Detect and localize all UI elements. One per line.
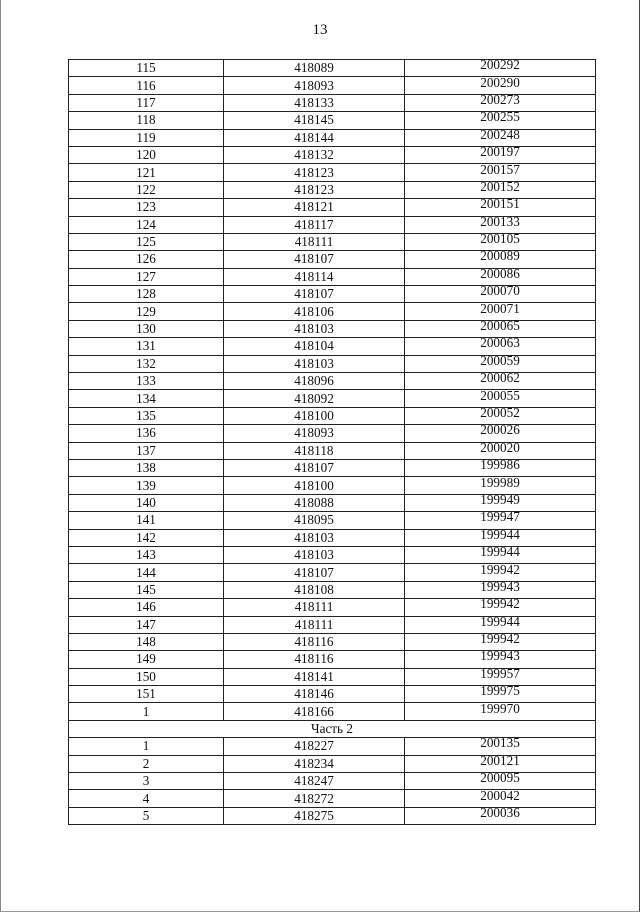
y-coordinate-value: 200197 <box>480 146 520 160</box>
point-number-cell: 142 <box>69 529 224 546</box>
x-coordinate-cell: 418111 <box>224 233 405 250</box>
y-coordinate-cell <box>405 477 596 494</box>
y-coordinate-value: 200292 <box>480 59 520 73</box>
point-number-cell: 145 <box>69 581 224 598</box>
point-number-cell: 117 <box>69 94 224 111</box>
point-number-cell: 150 <box>69 668 224 685</box>
table-row <box>69 199 596 216</box>
table-row <box>69 390 596 407</box>
x-coordinate-cell: 418093 <box>224 77 405 94</box>
table-row <box>69 216 596 233</box>
y-coordinate-cell <box>405 807 596 824</box>
x-coordinate-cell: 418103 <box>224 355 405 372</box>
y-coordinate-value: 200089 <box>480 250 520 264</box>
y-coordinate-cell <box>405 286 596 303</box>
y-coordinate-value: 199947 <box>480 511 520 525</box>
point-number-cell: 129 <box>69 303 224 320</box>
x-coordinate-cell: 418118 <box>224 442 405 459</box>
y-coordinate-value: 199944 <box>480 616 520 629</box>
y-coordinate-value: 200157 <box>480 163 520 177</box>
y-coordinate-cell <box>405 738 596 755</box>
x-coordinate-cell: 418108 <box>224 581 405 598</box>
y-coordinate-value: 200133 <box>480 216 520 229</box>
y-coordinate-value: 199970 <box>480 702 520 716</box>
y-coordinate-cell <box>405 633 596 650</box>
y-coordinate-value: 199942 <box>480 633 520 647</box>
y-coordinate-value: 199986 <box>480 459 520 473</box>
y-coordinate-value: 200152 <box>480 181 520 194</box>
table-row <box>69 129 596 146</box>
table-row <box>69 459 596 476</box>
table-row <box>69 146 596 163</box>
y-coordinate-cell <box>405 425 596 442</box>
point-number-cell: 4 <box>69 790 224 807</box>
y-coordinate-cell <box>405 564 596 581</box>
y-coordinate-cell <box>405 442 596 459</box>
y-coordinate-value: 199944 <box>480 546 520 560</box>
y-coordinate-cell <box>405 146 596 163</box>
y-coordinate-cell <box>405 320 596 337</box>
y-coordinate-cell <box>405 390 596 407</box>
point-number-cell: 131 <box>69 338 224 355</box>
y-coordinate-value: 200086 <box>480 268 520 281</box>
x-coordinate-cell: 418104 <box>224 338 405 355</box>
x-coordinate-cell: 418227 <box>224 738 405 755</box>
y-coordinate-cell <box>405 599 596 616</box>
y-coordinate-cell <box>405 164 596 181</box>
y-coordinate-cell <box>405 686 596 703</box>
table-row <box>69 373 596 390</box>
y-coordinate-cell <box>405 703 596 720</box>
coordinates-table-container <box>68 59 588 825</box>
point-number-cell: 134 <box>69 390 224 407</box>
x-coordinate-cell: 418272 <box>224 790 405 807</box>
point-number-cell: 2 <box>69 755 224 772</box>
x-coordinate-cell: 418103 <box>224 320 405 337</box>
table-row <box>69 425 596 442</box>
y-coordinate-value: 199957 <box>480 668 520 681</box>
x-coordinate-cell: 418103 <box>224 546 405 563</box>
x-coordinate-cell: 418093 <box>224 425 405 442</box>
y-coordinate-cell <box>405 773 596 790</box>
y-coordinate-value: 200071 <box>480 302 520 316</box>
y-coordinate-cell <box>405 303 596 320</box>
table-row <box>69 286 596 303</box>
x-coordinate-cell: 418114 <box>224 268 405 285</box>
y-coordinate-value: 200070 <box>480 285 520 299</box>
y-coordinate-cell <box>405 77 596 94</box>
y-coordinate-value: 199949 <box>480 494 520 507</box>
y-coordinate-value: 199943 <box>480 650 520 664</box>
x-coordinate-cell: 418111 <box>224 599 405 616</box>
y-coordinate-value: 199989 <box>480 476 520 490</box>
point-number-cell: 115 <box>69 60 224 77</box>
y-coordinate-value: 199943 <box>480 581 520 594</box>
y-coordinate-cell <box>405 651 596 668</box>
x-coordinate-cell: 418100 <box>224 477 405 494</box>
point-number-cell: 124 <box>69 216 224 233</box>
y-coordinate-value: 199944 <box>480 529 520 542</box>
y-coordinate-cell <box>405 199 596 216</box>
x-coordinate-cell: 418247 <box>224 773 405 790</box>
table-row <box>69 686 596 703</box>
y-coordinate-value: 200052 <box>480 407 520 420</box>
y-coordinate-value: 200042 <box>480 789 520 803</box>
x-coordinate-cell: 418111 <box>224 616 405 633</box>
point-number-cell: 138 <box>69 459 224 476</box>
point-number-cell: 144 <box>69 564 224 581</box>
x-coordinate-cell: 418096 <box>224 373 405 390</box>
table-row <box>69 77 596 94</box>
table-row <box>69 94 596 111</box>
point-number-cell: 122 <box>69 181 224 198</box>
table-row <box>69 181 596 198</box>
y-coordinate-cell <box>405 94 596 111</box>
point-number-cell: 3 <box>69 773 224 790</box>
y-coordinate-cell <box>405 60 596 77</box>
x-coordinate-cell: 418103 <box>224 529 405 546</box>
y-coordinate-cell <box>405 581 596 598</box>
x-coordinate-cell: 418100 <box>224 407 405 424</box>
x-coordinate-cell: 418107 <box>224 286 405 303</box>
point-number-cell: 123 <box>69 199 224 216</box>
table-row <box>69 60 596 77</box>
x-coordinate-cell: 418117 <box>224 216 405 233</box>
point-number-cell: 140 <box>69 494 224 511</box>
page-number: 13 <box>312 22 328 38</box>
table-row <box>69 651 596 668</box>
table-row <box>69 407 596 424</box>
y-coordinate-value: 200026 <box>480 424 520 438</box>
x-coordinate-cell: 418107 <box>224 459 405 476</box>
point-number-cell: 120 <box>69 146 224 163</box>
x-coordinate-cell: 418107 <box>224 564 405 581</box>
y-coordinate-value: 200036 <box>480 807 520 820</box>
x-coordinate-cell: 418092 <box>224 390 405 407</box>
point-number-cell: 137 <box>69 442 224 459</box>
x-coordinate-cell: 418144 <box>224 129 405 146</box>
coordinates-table-body <box>69 60 596 825</box>
x-coordinate-cell: 418116 <box>224 651 405 668</box>
table-row <box>69 668 596 685</box>
x-coordinate-cell: 418116 <box>224 633 405 650</box>
y-coordinate-cell <box>405 181 596 198</box>
x-coordinate-cell: 418133 <box>224 94 405 111</box>
y-coordinate-value: 200065 <box>480 320 520 334</box>
y-coordinate-value: 200020 <box>480 442 520 455</box>
table-row <box>69 338 596 355</box>
point-number-cell: 133 <box>69 373 224 390</box>
point-number-cell: 143 <box>69 546 224 563</box>
y-coordinate-cell <box>405 790 596 807</box>
y-coordinate-cell <box>405 251 596 268</box>
x-coordinate-cell: 418146 <box>224 686 405 703</box>
y-coordinate-value: 200255 <box>480 111 520 125</box>
x-coordinate-cell: 418095 <box>224 512 405 529</box>
table-row <box>69 494 596 511</box>
table-row <box>69 755 596 772</box>
y-coordinate-cell <box>405 616 596 633</box>
x-coordinate-cell: 418132 <box>224 146 405 163</box>
point-number-cell: 5 <box>69 807 224 824</box>
y-coordinate-value: 200151 <box>480 198 520 212</box>
point-number-cell: 141 <box>69 512 224 529</box>
y-coordinate-cell <box>405 755 596 772</box>
table-row <box>69 807 596 824</box>
table-row <box>69 112 596 129</box>
table-row <box>69 164 596 181</box>
table-row <box>69 633 596 650</box>
point-number-cell: 148 <box>69 633 224 650</box>
y-coordinate-cell <box>405 216 596 233</box>
x-coordinate-cell: 418166 <box>224 703 405 720</box>
table-row <box>69 233 596 250</box>
y-coordinate-value: 200105 <box>480 233 520 247</box>
table-row <box>69 477 596 494</box>
y-coordinate-cell <box>405 529 596 546</box>
point-number-cell: 119 <box>69 129 224 146</box>
y-coordinate-cell <box>405 233 596 250</box>
point-number-cell: 130 <box>69 320 224 337</box>
point-number-cell: 139 <box>69 477 224 494</box>
y-coordinate-cell <box>405 112 596 129</box>
x-coordinate-cell: 418141 <box>224 668 405 685</box>
y-coordinate-value: 200062 <box>480 372 520 386</box>
point-number-cell: 121 <box>69 164 224 181</box>
y-coordinate-value: 200248 <box>480 129 520 142</box>
x-coordinate-cell: 418089 <box>224 60 405 77</box>
x-coordinate-cell: 418145 <box>224 112 405 129</box>
x-coordinate-cell: 418107 <box>224 251 405 268</box>
y-coordinate-cell <box>405 546 596 563</box>
y-coordinate-value: 200273 <box>480 94 520 107</box>
y-coordinate-cell <box>405 668 596 685</box>
y-coordinate-cell <box>405 407 596 424</box>
table-row <box>69 703 596 720</box>
table-row <box>69 355 596 372</box>
x-coordinate-cell: 418234 <box>224 755 405 772</box>
point-number-cell: 151 <box>69 686 224 703</box>
y-coordinate-cell <box>405 355 596 372</box>
point-number-cell: 128 <box>69 286 224 303</box>
point-number-cell: 132 <box>69 355 224 372</box>
table-row <box>69 303 596 320</box>
table-row <box>69 738 596 755</box>
y-coordinate-cell <box>405 512 596 529</box>
table-row <box>69 320 596 337</box>
coordinates-table <box>68 59 596 825</box>
x-coordinate-cell: 418123 <box>224 181 405 198</box>
point-number-cell: 146 <box>69 599 224 616</box>
y-coordinate-value: 200055 <box>480 389 520 403</box>
y-coordinate-cell <box>405 338 596 355</box>
y-coordinate-cell <box>405 494 596 511</box>
table-row <box>69 546 596 563</box>
y-coordinate-value: 199975 <box>480 685 520 699</box>
y-coordinate-value: 200063 <box>480 337 520 351</box>
table-row <box>69 564 596 581</box>
y-coordinate-cell <box>405 129 596 146</box>
table-row <box>69 616 596 633</box>
table-row <box>69 442 596 459</box>
table-row <box>69 599 596 616</box>
point-number-cell: 135 <box>69 407 224 424</box>
table-row <box>69 251 596 268</box>
table-row <box>69 790 596 807</box>
y-coordinate-value: 199942 <box>480 598 520 612</box>
table-row <box>69 268 596 285</box>
point-number-cell: 1 <box>69 738 224 755</box>
point-number-cell: 116 <box>69 77 224 94</box>
y-coordinate-value: 200290 <box>480 76 520 90</box>
x-coordinate-cell: 418106 <box>224 303 405 320</box>
table-row <box>69 512 596 529</box>
y-coordinate-cell <box>405 373 596 390</box>
point-number-cell: 118 <box>69 112 224 129</box>
y-coordinate-value: 200121 <box>480 755 520 768</box>
x-coordinate-cell: 418088 <box>224 494 405 511</box>
y-coordinate-cell <box>405 459 596 476</box>
y-coordinate-value: 200059 <box>480 355 520 368</box>
point-number-cell: 136 <box>69 425 224 442</box>
table-row <box>69 529 596 546</box>
point-number-cell: 125 <box>69 233 224 250</box>
section-title: Часть 2 <box>69 720 596 737</box>
y-coordinate-cell <box>405 268 596 285</box>
point-number-cell: 127 <box>69 268 224 285</box>
x-coordinate-cell: 418123 <box>224 164 405 181</box>
point-number-cell: 149 <box>69 651 224 668</box>
y-coordinate-value: 199942 <box>480 563 520 577</box>
table-row <box>69 773 596 790</box>
point-number-cell: 126 <box>69 251 224 268</box>
y-coordinate-value: 200135 <box>480 737 520 751</box>
x-coordinate-cell: 418275 <box>224 807 405 824</box>
y-coordinate-value: 200095 <box>480 772 520 786</box>
section-header-row <box>69 720 596 737</box>
point-number-cell: 1 <box>69 703 224 720</box>
table-row <box>69 581 596 598</box>
x-coordinate-cell: 418121 <box>224 199 405 216</box>
point-number-cell: 147 <box>69 616 224 633</box>
